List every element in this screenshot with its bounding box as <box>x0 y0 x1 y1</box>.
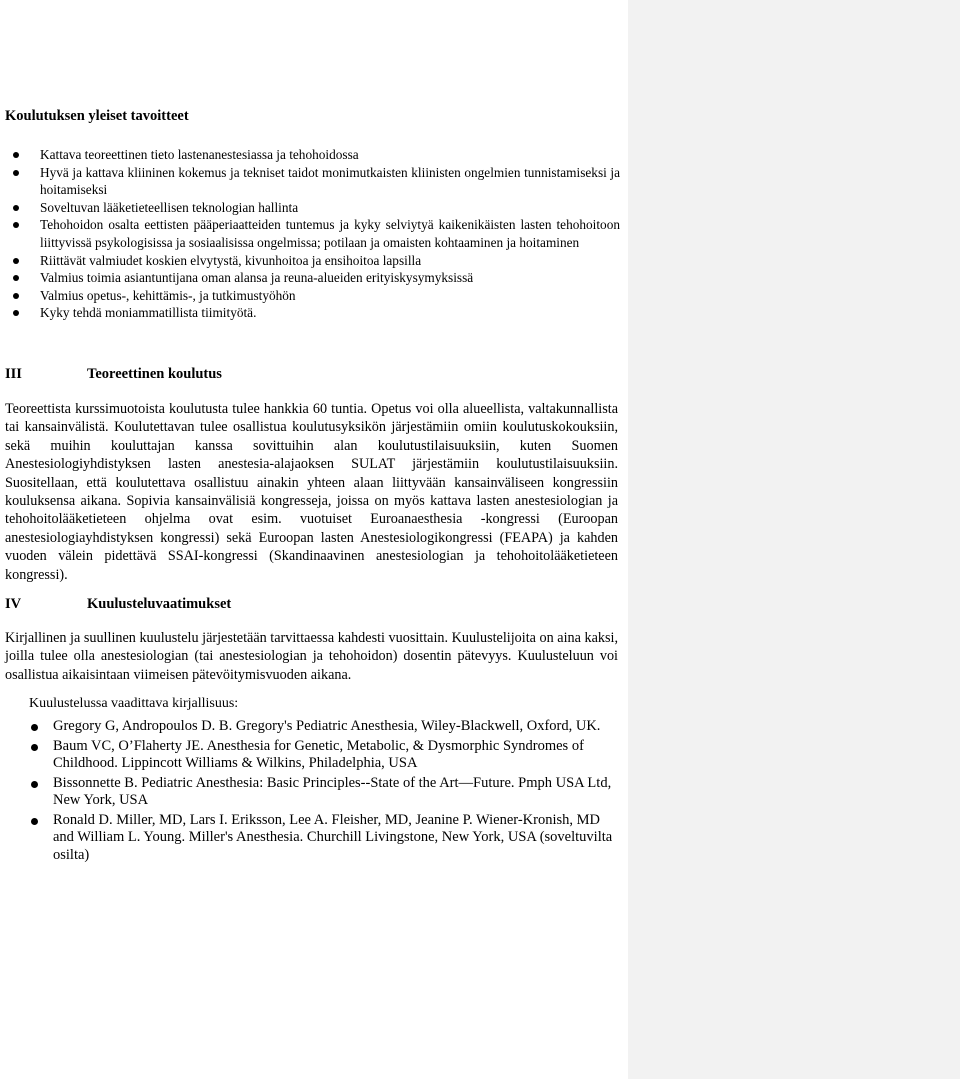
goal-item: Soveltuvan lääketieteellisen teknologian hallinta <box>5 199 620 217</box>
section-heading-title: Teoreettinen koulutus <box>87 366 222 382</box>
literature-intro: Kuulustelussa vaadittava kirjallisuus: <box>29 696 239 711</box>
section-number: IV <box>5 596 22 612</box>
section-3-paragraph: Teoreettista kurssimuotoista koulutusta tulee hankkia 60 tuntia. Opetus voi olla alueellista, valtakunnallista tai kansainvälistä. Koulutettavan tulee osallistua koulutusyksikön järjestämiin omiin koulutuskokouksiin, sekä muihin kouluttajan kanssa sovittuihin alan koulutustilaisuuksiin, kuten Suomen Anestesiologiyhdistyksen lasten anestesia-alajaoksen SULAT järjestämiin koulutustilaisuuksiin. Suositellaan, että koulutettava osallistuu ainakin yhteen alaan liittyvään kansainväliseen kongressiin kouluksensa aikana. Sopivia kansainvälisiä kongresseja, joissa on myös kattava lasten anestesiologian ja tehohoitolääketieteen ohjelma ovat esim. vuotuiset Euroanaesthesia -kongressi (Euroopan anestesiologiayhdistyksen kongressi) sekä Euroopan lasten Anestesiologikongressi (FEAPA) ja kahden vuoden välein pidettävä SSAI-kongressi (Skandinaavinen anestesiologian ja tehohoitolääketieteen kongressi). <box>5 401 618 583</box>
literature-item: Bissonnette B. Pediatric Anesthesia: Basic Principles--State of the Art—Future. Pmph USA Ltd, New York, USA <box>29 775 619 810</box>
goal-item: Kyky tehdä moniammatillista tiimityötä. <box>5 304 620 322</box>
goal-item: Riittävät valmiudet koskien elvytystä, kivunhoitoa ja ensihoitoa lapsilla <box>5 252 620 270</box>
literature-item: Ronald D. Miller, MD, Lars I. Eriksson, Lee A. Fleisher, MD, Jeanine P. Wiener-Kronish, MD and William L. Young. Miller's Anesthesia. Churchill Livingstone, New York, USA (soveltuvilta osilta) <box>29 812 619 865</box>
goal-item: Valmius opetus-, kehittämis-, ja tutkimustyöhön <box>5 287 620 305</box>
goal-item: Tehohoidon osalta eettisten pääperiaatteiden tuntemus ja kyky selviytyä kaikenikäisten lasten tehohoitoon liittyvissä psykologisissa ja sosiaalisissa ongelmissa; potilaan ja omaisten kohtaaminen ja hoitaminen <box>5 216 620 251</box>
goal-item: Valmius toimia asiantuntijana oman alansa ja reuna-alueiden erityiskysymyksissä <box>5 269 620 287</box>
goals-list <box>5 146 620 322</box>
section-number: III <box>5 366 22 382</box>
literature-item: Gregory G, Andropoulos D. B. Gregory's Pediatric Anesthesia, Wiley-Blackwell, Oxford, UK. <box>29 718 619 736</box>
goal-item: Kattava teoreettinen tieto lastenanestesiassa ja tehohoidossa <box>5 146 620 164</box>
section-4-paragraph: Kirjallinen ja suullinen kuulustelu järjestetään tarvittaessa kahdesti vuosittain. Kuulustelijoita on aina kaksi, joilla tulee olla anestesiologian (tai anestesiologian ja tehohoidon) dosentin pätevyys. Kuulusteluun voi osallistua aikaisintaan viimeisen pätevöitymisvuoden aikana. <box>5 630 618 683</box>
literature-list <box>29 718 619 866</box>
literature-item: Baum VC, O’Flaherty JE. Anesthesia for Genetic, Metabolic, & Dysmorphic Syndromes of Childhood. Lippincott Williams & Wilkins, Philadelphia, USA <box>29 738 619 773</box>
section-title: Koulutuksen yleiset tavoitteet <box>5 108 189 124</box>
comment-margin-pane <box>628 0 960 1079</box>
section-heading-title: Kuulusteluvaatimukset <box>87 596 232 612</box>
goal-item: Hyvä ja kattava kliininen kokemus ja tekniset taidot monimutkaisten kliinisten ongelmien tunnistamiseksi ja hoitamiseksi <box>5 164 620 199</box>
